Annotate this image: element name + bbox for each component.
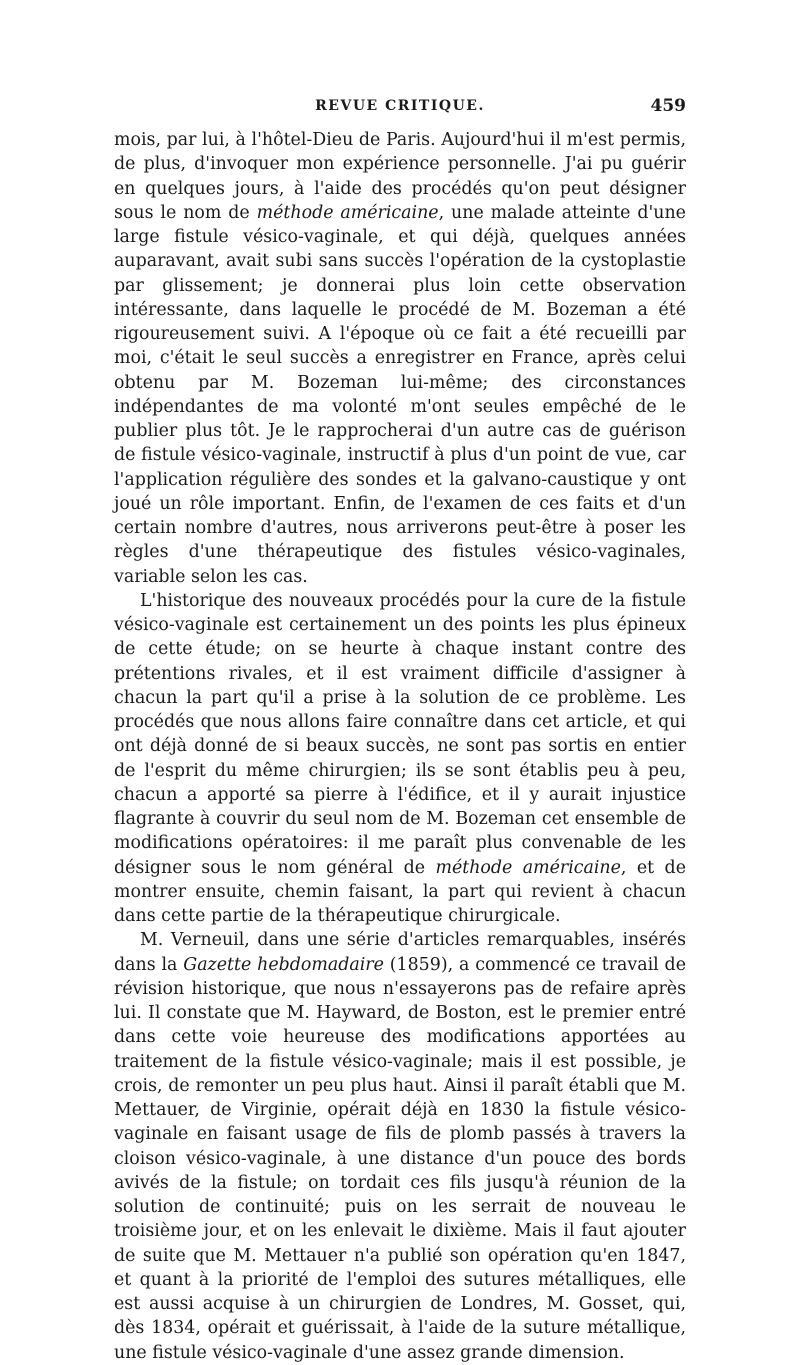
italic-run: méthode américaine	[256, 202, 439, 223]
text-run: (1859), a commencé ce travail de révision historique, que nous n'essayerons pas de refaire après lui. Il constate que M. Hayward, de Boston, est le premier entré dans cette voie heureuse des modifications apportées au traitement de la fistule vésico-vaginale; mais il est possible, je crois, de remonter un peu plus haut. Ainsi il paraît établi que M. Mettauer, de Virginie, opérait déjà en 1830 la fistule vésico-vaginale en faisant usage de fils de plomb passés à travers la cloison vésico-vaginale, à une distance d'un pouce des bords avivés de la fistule; on tordait ces fils jusqu'à réunion de la solution de continuité; puis on les serrait de nouveau le troisième jour, et on les enlevait le dixième. Mais il faut ajouter de suite que M. Mettauer n'a publié son opération qu'en 1847, et quant à la priorité de l'emploi des sutures métalliques, elle est aussi acquise à un chirurgien de Londres, M. Gosset, qui, dès 1834, opérait et guérissait, à l'aide de la suture métallique, une fistule vésico-vaginale d'une assez grande dimension.	[114, 954, 686, 1363]
paragraph-1	[114, 128, 686, 589]
book-page	[114, 96, 686, 1365]
text-run: , une malade atteinte d'une large fistule vésico-vaginale, et qui déjà, quelques années auparavant, avait subi sans succès l'opération de la cystoplastie par glissement; je donnerai plus loin cette observation intéressante, dans laquelle le procédé de M. Bozeman a été rigoureusement suivi. A l'époque où ce fait a été recueilli par moi, c'était le seul succès a enregistrer en France, après celui obtenu par M. Bozeman lui-même; des circonstances indépendantes de ma volonté m'ont seules empêché de le publier plus tôt. Je le rapprocherai d'un autre cas de guérison de fistule vésico-vaginale, instructif à plus d'un point de vue, car l'application régulière des sondes et la galvano-caustique y ont joué un rôle important. Enfin, de l'examen de ces faits et d'un certain nombre d'autres, nous arriverons peut-être à poser les règles d'une thérapeutique des fistules vésico-vaginales, variable selon les cas.	[114, 202, 686, 587]
text-run: mois, par lui, à l'hôtel-Dieu de Paris. Aujourd'hui il m'est permis, de plus, d'invoquer mon expérience personnelle. J'ai pu guérir en quelques jours, à l'aide des procédés qu'on peut désigner sous le nom de	[114, 130, 686, 223]
text-run: , et de montrer ensuite, chemin faisant, la part qui revient à chacun dans cette partie de la thérapeutique chirurgicale.	[114, 857, 686, 926]
paragraph-2	[114, 589, 686, 929]
text-run: L'historique des nouveaux procédés pour la cure de la fistule vésico-vaginale est certainement un des points les plus épineux de cette étude; on se heurte à chaque instant contre des prétentions rivales, et il est vraiment difficile d'assigner à chacun la part qu'il a prise à la solution de ce problème. Les procédés que nous allons faire connaître dans cet article, et qui ont déjà donné de si beaux succès, ne sont pas sortis en entier de l'esprit du même chirurgien; ils se sont établis peu à peu, chacun a apporté sa pierre à l'édifice, et il y aurait injustice flagrante à couvrir du seul nom de M. Bozeman cet ensemble de modifications opératoires: il me paraît plus convenable de les désigner sous le nom général de	[114, 590, 686, 878]
text-run: M. Verneuil, dans une série d'articles remarquables, insérés dans la	[114, 930, 686, 975]
paragraph-3	[114, 928, 686, 1365]
body-text	[114, 128, 686, 1365]
page-number: 459	[650, 96, 686, 116]
italic-run: méthode américaine	[435, 857, 621, 878]
running-head-title: REVUE CRITIQUE.	[315, 98, 485, 114]
italic-run: Gazette hebdomadaire	[183, 954, 384, 975]
running-head	[114, 96, 686, 120]
